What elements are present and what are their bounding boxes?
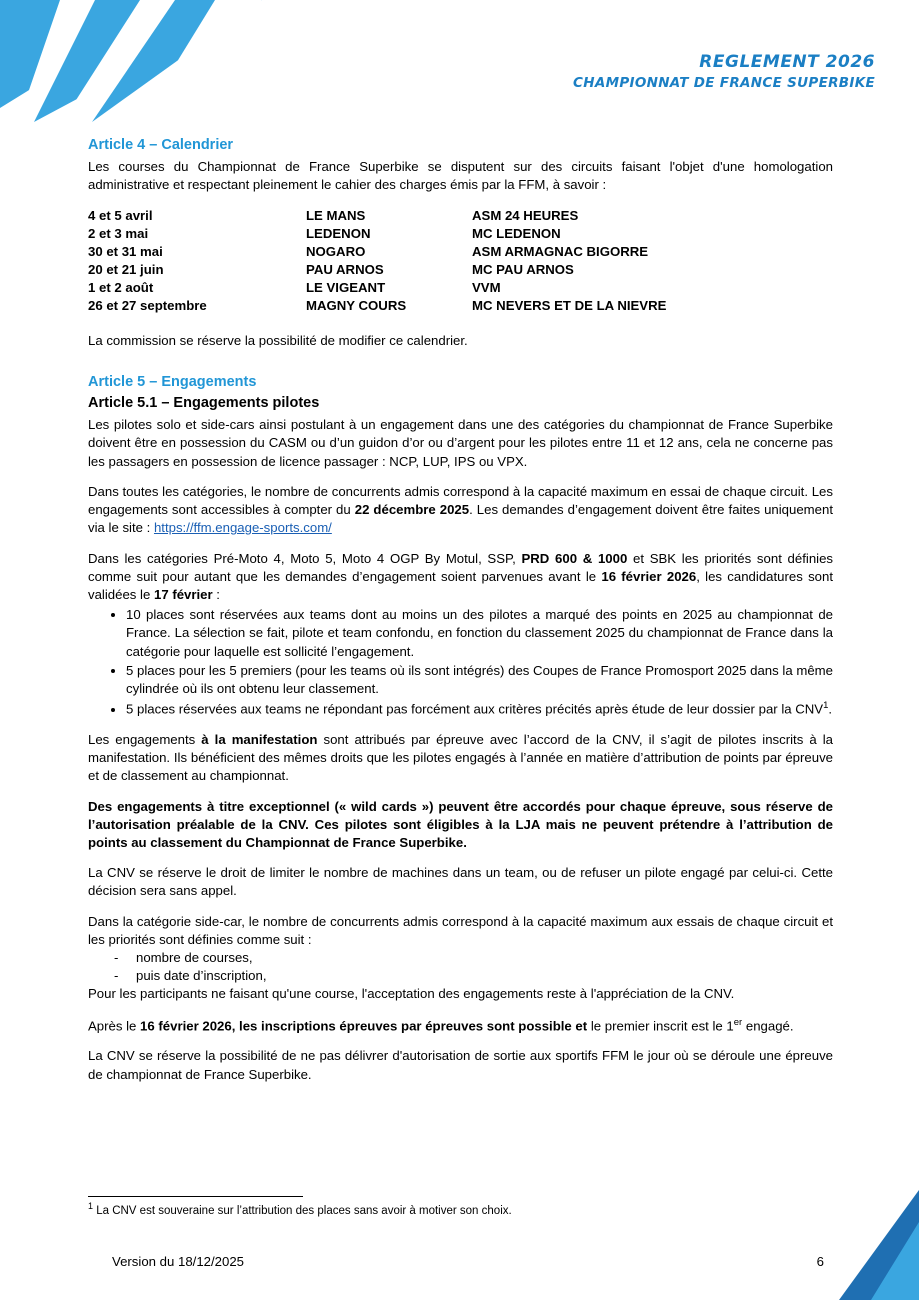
footnote-text: La CNV est souveraine sur l’attribution des places sans avoir à motiver son choix. <box>93 1204 512 1217</box>
calendar-club: MC LEDENON <box>472 226 561 242</box>
list-item: - puis date d’inscription, <box>114 967 833 985</box>
calendar-club: MC PAU ARNOS <box>472 262 574 278</box>
table-row <box>88 262 666 280</box>
list-item <box>126 699 833 719</box>
article-5-1-paragraph-7-sidecar: Dans la catégorie side-car, le nombre de concurrents admis correspond à la capacité maximum aux essais de chaque circuit et les priorités sont définies comme suit : <box>88 913 833 947</box>
article-5-1-paragraph-3 <box>88 550 833 605</box>
article-5-1-paragraph-10: La CNV se réserve la possibilité de ne pas délivrer d'autorisation de sortie aux sportifs FFM le jour où se déroule une épreuve de championnat de France Superbike. <box>88 1048 833 1082</box>
priority-list <box>88 606 833 719</box>
calendar-circuit: MAGNY COURS <box>306 298 407 314</box>
article-5-1-paragraph-2 <box>88 483 833 538</box>
calendar-date: 30 et 31 mai <box>88 244 163 260</box>
article-5-1-paragraph-8: Pour les participants ne faisant qu'une course, l'acceptation des engagements reste à l'appréciation de la CNV. <box>88 986 735 1002</box>
ordinal-suffix: er <box>733 1016 743 1028</box>
header-title-line2: CHAMPIONNAT DE FRANCE SUPERBIKE <box>573 75 875 92</box>
footnote-divider <box>88 1196 303 1197</box>
calendar-circuit: LEDENON <box>306 226 371 242</box>
engage-sports-link[interactable]: https://ffm.engage-sports.com/ <box>153 520 332 536</box>
p9-text-a: Après le <box>88 1018 141 1034</box>
list-item: • 5 places pour les 5 premiers (pour les teams où ils sont intégrés) des Coupes de France Promosport 2025 dans la même cylindrée où ils ont obtenu leur classement. <box>126 662 833 698</box>
table-row <box>88 226 666 244</box>
calendar-date: 1 et 2 août <box>88 280 154 296</box>
calendar-circuit: LE MANS <box>306 208 366 224</box>
footer-decoration <box>719 1180 919 1300</box>
calendar-date: 4 et 5 avril <box>88 208 153 224</box>
article-5-1-paragraph-4 <box>88 731 833 786</box>
p3-text-g: : <box>212 586 220 602</box>
article-5-1-paragraph-1: Les pilotes solo et side-cars ainsi postulant à un engagement dans une des catégories du championnat de France Superbike doivent être en possession du CASM ou d’un guidon d’or ou d’argent pour les pilotes entre 11 et 12 ans, cela ne concerne pas les passagers en possession de licence passager : NCP, LUP, IPS ou VPX. <box>88 417 833 469</box>
p4-text-a: Les engagements <box>88 731 202 747</box>
document-body <box>88 136 833 1096</box>
calendar-date: 20 et 21 juin <box>88 262 164 278</box>
footer-page-number: 6 <box>816 1254 824 1269</box>
footnote-marker: 1 <box>823 700 829 712</box>
p9-text-d: engagé. <box>742 1018 794 1034</box>
table-row <box>88 298 666 316</box>
document-header-title <box>573 52 875 92</box>
engagement-open-date: 22 décembre 2025 <box>354 502 470 518</box>
sidecar-priority-list <box>88 949 833 985</box>
p9-emphasis: 16 février 2026, les inscriptions épreuves par épreuves sont possible et <box>140 1018 588 1034</box>
p4-emphasis: à la manifestation <box>201 731 318 747</box>
footer-version: Version du 18/12/2025 <box>112 1254 244 1269</box>
header-title-line1: REGLEMENT 2026 <box>699 52 875 72</box>
calendar-circuit: LE VIGEANT <box>306 280 386 296</box>
calendar-circuit: PAU ARNOS <box>306 262 384 278</box>
p3-text-a: Dans les catégories Pré-Moto 4, Moto 5, Moto 4 OGP By Motul, SSP, <box>88 550 522 566</box>
calendar-table-body <box>88 208 666 316</box>
p2-text-a: Dans toutes les catégories, le nombre de concurrents admis correspond à la capacité maximum en essai de chaque circuit. Les engagements sont accessibles à compter du <box>88 483 833 518</box>
calendar-circuit: NOGARO <box>306 244 366 260</box>
calendar-date: 26 et 27 septembre <box>88 298 207 314</box>
page-footer <box>112 1254 824 1269</box>
calendar-club: MC NEVERS ET DE LA NIEVRE <box>472 298 667 314</box>
calendar-note: La commission se réserve la possibilité de modifier ce calendrier. <box>88 333 468 349</box>
article-5-1-paragraph-9 <box>88 1016 833 1036</box>
p4-text-c: sont attribués par épreuve avec l’accord de la CNV, il s’agit de pilotes inscrits à la manifestation. Ils bénéficient des mêmes droits que les pilotes engagés à l’année en matière d’attribution de points par épreuve et de classement au championnat. <box>88 731 833 784</box>
list-item-text: 5 places réservées aux teams ne répondant pas forcément aux critères précités après étude de leur dossier par la CNV <box>126 701 824 717</box>
p3-text-c: et SBK les priorités sont définies comme suit pour autant que les demandes d’engagement soient parvenues avant le <box>88 550 834 584</box>
deadline-date: 16 février 2026 <box>601 568 697 584</box>
article-5-heading: Article 5 – Engagements <box>88 373 257 390</box>
list-item: - nombre de courses, <box>114 949 833 967</box>
list-item-tail: . <box>828 701 833 717</box>
footnote-number: 1 <box>88 1201 94 1211</box>
table-row <box>88 280 666 298</box>
footnote <box>88 1200 828 1219</box>
article-4-intro: Les courses du Championnat de France Superbike se disputent sur des circuits faisant l'objet d'une homologation administrative et respectant pleinement le cahier des charges émis par la FFM, à savoir : <box>88 158 833 193</box>
calendar-club: VVM <box>472 280 501 296</box>
table-row <box>88 208 666 226</box>
article-5-1-paragraph-6: La CNV se réserve le droit de limiter le nombre de machines dans un team, ou de refuser un pilote engagé par celui-ci. Cette décision sera sans appel. <box>88 865 833 899</box>
calendar-club: ASM 24 HEURES <box>472 208 579 224</box>
calendar-date: 2 et 3 mai <box>88 226 149 242</box>
p3-text-e: , les candidatures sont validées le <box>88 568 833 602</box>
article-5-1-heading: Article 5.1 – Engagements pilotes <box>88 395 320 412</box>
calendar-table <box>88 208 666 316</box>
wildcards-text: Des engagements à titre exceptionnel (« wild cards ») peuvent être accordés pour chaque épreuve, sous réserve de l’autorisation préalable de la CNV. Ces pilotes sont éligibles à la LJA mais ne peuvent prétendre à l’attribution de points au classement du Championnat de France Superbike. <box>88 798 833 850</box>
p9-text-c: le premier inscrit est le 1 <box>587 1018 734 1034</box>
list-item: • 10 places sont réservées aux teams dont au moins un des pilotes a marqué des points en 2025 au championnat de France. La sélection se fait, pilote et team confondu, en fonction du classement 2025 du championnat de France dans la catégorie pour laquelle est sollicité l’engagement. <box>126 606 833 661</box>
article-4-heading: Article 4 – Calendrier <box>88 137 234 153</box>
p2-text-c: . Les demandes d’engagement doivent être faites uniquement via le site : <box>88 502 833 536</box>
p3-prd-categories: PRD 600 & 1000 <box>521 550 628 566</box>
article-5-1-paragraph-5-wildcards <box>88 798 833 853</box>
calendar-club: ASM ARMAGNAC BIGORRE <box>472 244 649 260</box>
table-row <box>88 244 666 262</box>
validation-date: 17 février <box>153 586 213 602</box>
